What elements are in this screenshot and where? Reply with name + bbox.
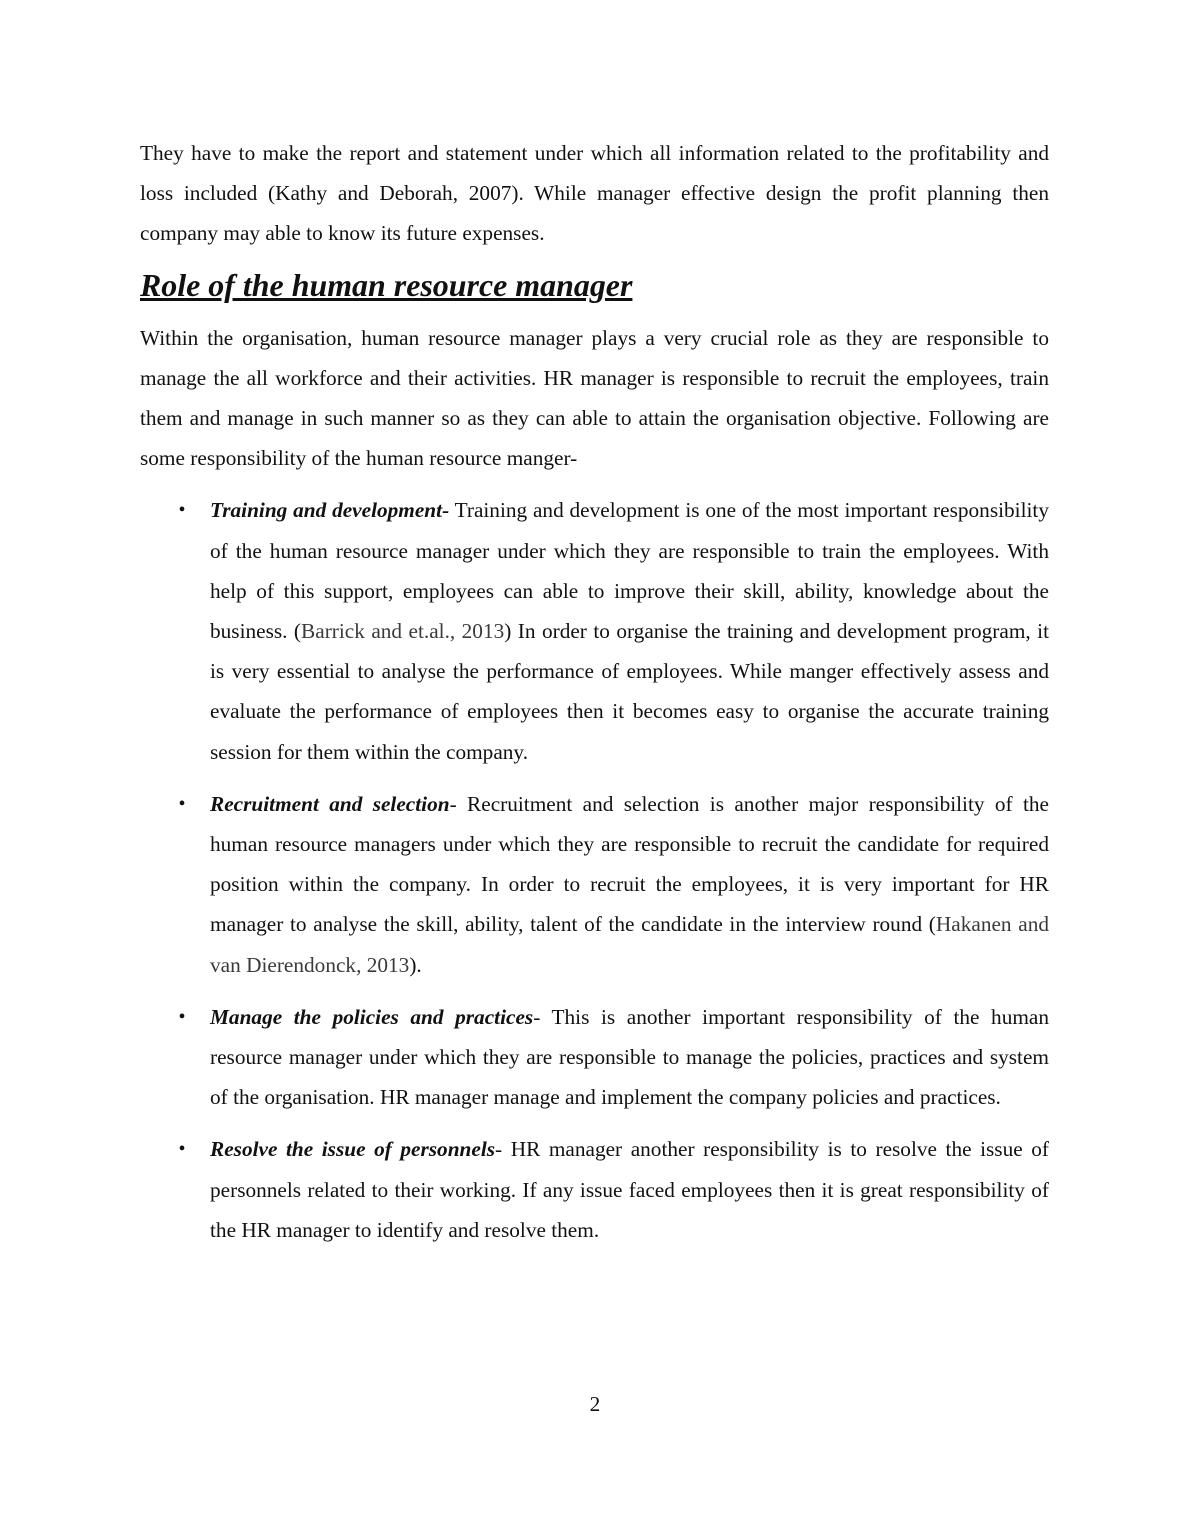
responsibility-list	[140, 490, 1049, 1250]
list-item-term: Training and development-	[210, 498, 450, 523]
bullet-icon: •	[178, 1138, 186, 1161]
list-item-body-end: ) In order to organise the training and development program, it is very essential to analyse the performance of employees. While manger effectively assess and evaluate the performance of employees then it becomes easy to organise the accurate training session for them within the company.	[210, 619, 1049, 764]
list-item-text	[210, 784, 1049, 985]
section-paragraph: Within the organisation, human resource manager plays a very crucial role as they are responsible to manage the all workforce and their activities. HR manager is responsible to recruit the employees, train them and manage in such manner so as they can able to attain the organisation objective. Following are some responsibility of the human resource manger-	[140, 325, 1049, 471]
list-item	[140, 784, 1049, 985]
list-item-text	[210, 1129, 1049, 1250]
list-item-text	[210, 997, 1049, 1118]
list-item-body: - Recruitment and selection is another major responsibility of the human resource managers under which they are responsible to recruit the candidate for required position within the company. In order to recruit the employees, it is very important for HR manager to analyse the skill, ability, talent of the candidate in the interview round (	[210, 791, 1049, 937]
list-item-term: Resolve the issue of personnels	[210, 1137, 496, 1162]
document-page	[140, 133, 1049, 1262]
intro-paragraph: They have to make the report and statement under which all information related to the profitability and loss included (Kathy and Deborah, 2007). While manager effective design the profit planning then company may able to know its future expenses.	[140, 141, 1049, 246]
citation: Barrick and et.al., 2013	[301, 619, 505, 644]
list-item	[140, 1129, 1049, 1250]
citation: Hakanen and van Dierendonck, 2013	[210, 912, 1049, 977]
page-number: 2	[589, 1392, 601, 1416]
list-item-text	[210, 490, 1049, 771]
list-item-term: Recruitment and selection	[210, 791, 450, 816]
list-item-body: - This is another important responsibility of the human resource manager under which they are responsible to manage the policies, practices and system of the organisation. HR manager manage and implement the company policies and practices.	[210, 1004, 1050, 1110]
list-item-body: - HR manager another responsibility is to resolve the issue of personnels related to their working. If any issue faced employees then it is great responsibility of the HR manager to identify and resolve them.	[210, 1137, 1049, 1242]
list-item	[140, 997, 1049, 1118]
list-item-body: Training and development is one of the most important responsibility of the human resource manager under which they are responsible to train the employees. With help of this support, employees can able to improve their skill, ability, knowledge about the business. (	[210, 498, 1049, 644]
list-item-body-end: ).	[409, 952, 422, 977]
bullet-icon: •	[178, 1005, 186, 1028]
bullet-icon: •	[178, 499, 186, 522]
section-heading: Role of the human resource manager	[140, 267, 633, 303]
bullet-icon: •	[178, 792, 186, 815]
list-item-term: Manage the policies and practices	[210, 1004, 534, 1029]
list-item	[140, 490, 1049, 771]
